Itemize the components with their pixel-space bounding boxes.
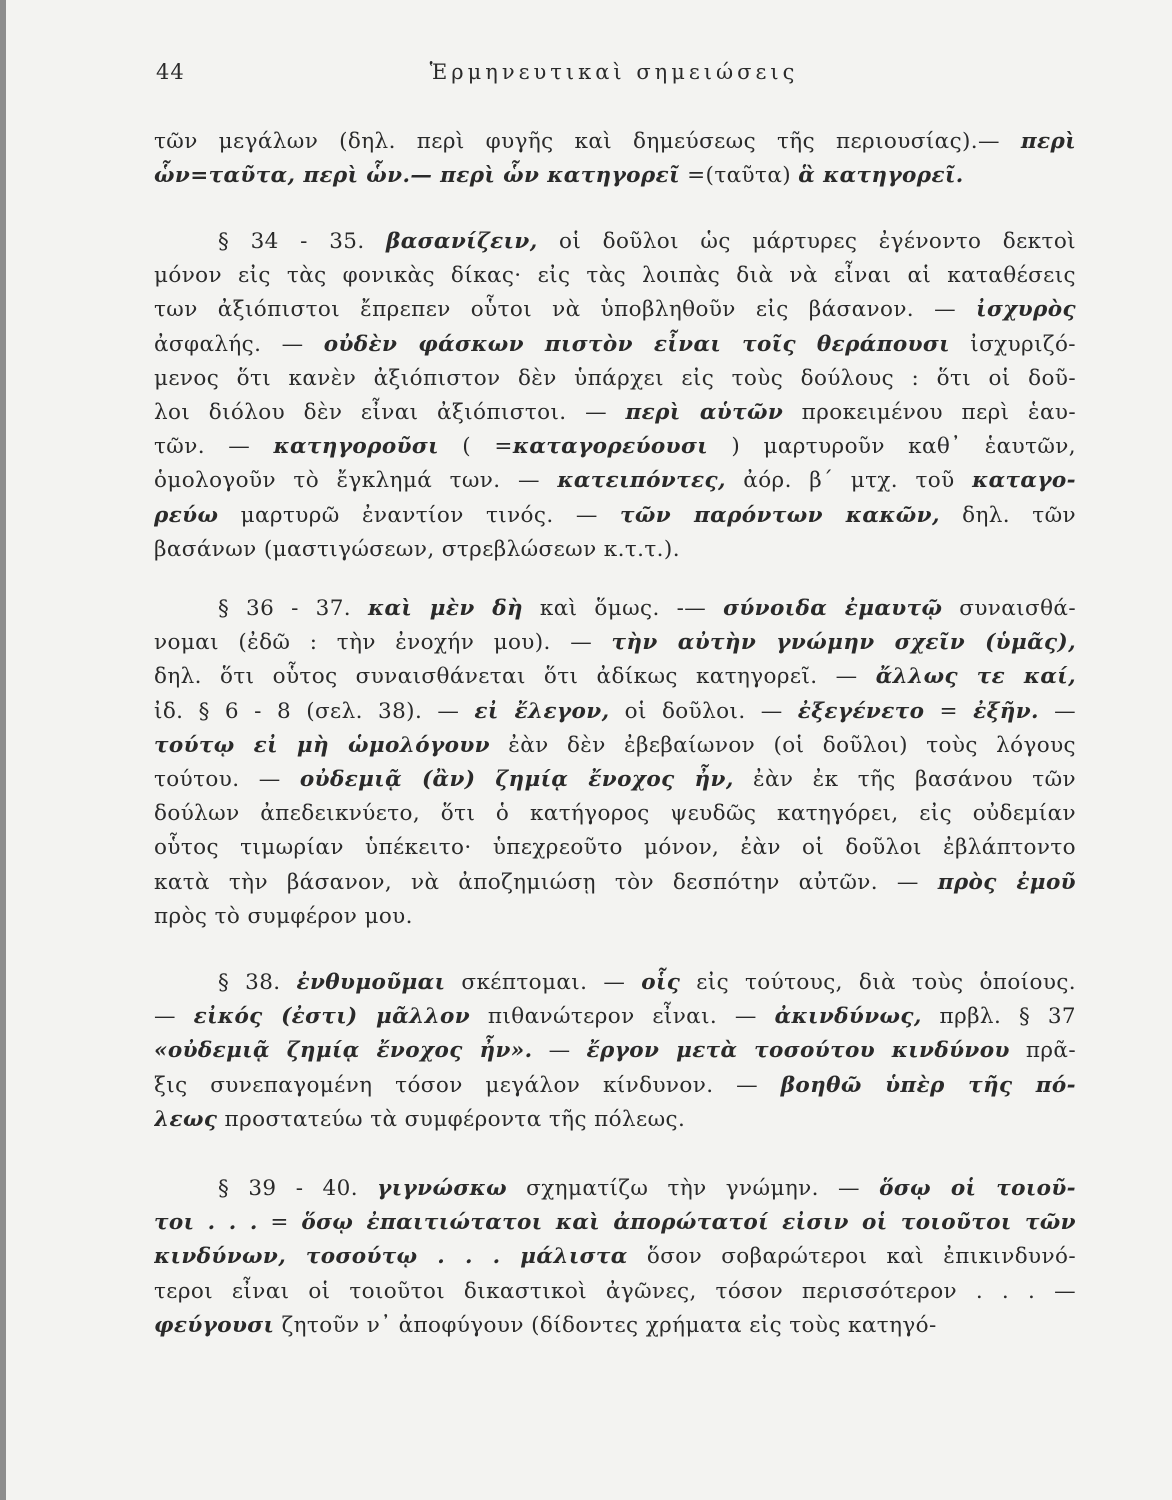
- lemma: λεως: [154, 1106, 218, 1132]
- gloss: —: [154, 1004, 194, 1030]
- lemma: τὴν αὐτὴν γνώμην σχεῖν (ὑμᾶς),: [611, 630, 1076, 656]
- lemma: κατηγοροῦσι: [273, 434, 439, 460]
- gloss: πιθανώτερον εἶναι. —: [470, 1004, 775, 1030]
- lemma: οἷς: [641, 970, 681, 995]
- text-line: [154, 831, 1076, 865]
- gloss: δηλ. ὅτι οὗτος συναισθάνεται ὅτι ἀδίκως κατηγορεῖ. —: [154, 664, 876, 690]
- text-line: [154, 763, 1076, 797]
- gloss: τεροι εἶναι οἱ τοιοῦτοι δικαστικοὶ ἀγῶνες, τόσον περισσότερον . . . —: [154, 1278, 1076, 1304]
- lemma: τούτῳ εἰ μὴ ὡμολόγουν: [154, 732, 490, 758]
- text-line: [154, 225, 1076, 259]
- gloss: τῶν. —: [154, 434, 274, 460]
- lemma: ἃ κατηγορεῖ.: [798, 163, 964, 189]
- gloss: § 36 - 37.: [218, 596, 368, 621]
- lemma: τῶν παρόντων κακῶν,: [620, 502, 940, 528]
- gloss: =(ταῦτα): [679, 163, 799, 189]
- gloss: ξις συνεπαγομένη τόσον μεγάλον κίνδυνον. —: [154, 1072, 781, 1098]
- gloss: καὶ ὅμως. -—: [523, 596, 724, 621]
- text-line: [154, 797, 1076, 831]
- lemma: ἰσχυρὸς: [976, 297, 1076, 323]
- text-line: [154, 900, 1076, 934]
- text-line: [154, 159, 1076, 193]
- gloss: § 38.: [218, 970, 297, 995]
- text-line: [154, 1000, 1076, 1034]
- gloss: πρὸς τὸ συμφέρον μου.: [154, 903, 413, 929]
- lemma: ὧν=ταῦτα, περὶ ὧν.— περὶ ὧν κατηγορεῖ: [154, 163, 680, 189]
- text-line: [154, 1240, 1076, 1274]
- text-line: [154, 660, 1076, 694]
- gloss: ὅσον σοβαρώτεροι καὶ ἐπικινδυνό-: [627, 1244, 1076, 1270]
- text-line: [154, 592, 1076, 626]
- text-line: [154, 499, 1076, 533]
- lemma: ἔργον μετὰ τοσούτου κινδύνου: [586, 1038, 1010, 1064]
- gloss: μαρτυρῶ ἐναντίον τινός. —: [218, 502, 621, 528]
- page-number: 44: [156, 60, 185, 84]
- gloss: ἐὰν δὲν ἐβεβαίωνον (οἱ δοῦλοι) τοὺς λόγους: [489, 732, 1076, 758]
- gloss: συναισθά-: [942, 596, 1076, 621]
- text-line: [154, 695, 1076, 729]
- text-line: [154, 626, 1076, 660]
- gloss: των ἀξιόπιστοι ἔπρεπεν οὗτοι νὰ ὑποβληθοῦν εἰς βάσανον. —: [154, 297, 977, 323]
- lemma: εἰ ἔλεγον,: [474, 698, 610, 724]
- gloss: τούτου. —: [154, 766, 300, 792]
- gloss: προκειμένου περὶ ἑαυ-: [783, 399, 1076, 425]
- gloss: πρᾶ-: [1009, 1038, 1076, 1064]
- lemma: ἐξεγένετο: [797, 698, 925, 724]
- text-line: [154, 729, 1076, 763]
- text-line: [154, 328, 1076, 362]
- text-line: [154, 125, 1076, 159]
- gloss: ἐὰν ἐκ τῆς βασάνου τῶν: [733, 766, 1076, 792]
- lemma: ὅσῳ ἐπαιτιώτατοι καὶ ἀπορώτατοί εἰσιν οἱ τοιοῦτοι τῶν: [301, 1210, 1076, 1236]
- lemma: ὅσῳ οἱ τοιοῦ-: [879, 1176, 1076, 1201]
- paragraph-36-37: [154, 592, 1076, 934]
- running-head: [156, 60, 1072, 94]
- gloss: § 34 - 35.: [218, 229, 387, 254]
- gloss: τῶν μεγάλων (δηλ. περὶ φυγῆς καὶ δημεύσεως τῆς περιουσίας).—: [154, 129, 1021, 154]
- text-line: [154, 1069, 1076, 1103]
- gloss: ) μαρτυροῦν καθ᾽ ἑαυτῶν,: [708, 434, 1076, 460]
- lemma: γιγνώσκω: [377, 1176, 507, 1201]
- gloss: βασάνων (μαστιγώσεων, στρεβλώσεων κ.τ.τ.).: [154, 536, 680, 562]
- lemma: ρεύω: [154, 502, 219, 528]
- gloss: ἀσφαλής. —: [154, 331, 324, 357]
- gloss: προστατεύω τὰ συμφέροντα τῆς πόλεως.: [217, 1106, 686, 1132]
- text-line: [154, 1206, 1076, 1240]
- running-title: Ἑρμηνευτικαὶ σημειώσεις: [429, 60, 799, 84]
- gloss: σχηματίζω τὴν γνώμην. —: [506, 1176, 880, 1201]
- gloss: κατὰ τὴν βάσανον, νὰ ἀποζημιώσῃ τὸν δεσπότην αὐτῶν. —: [154, 869, 938, 895]
- text-line: [154, 533, 1076, 567]
- text-line: [154, 1309, 1076, 1343]
- lemma: περὶ αὑτῶν: [625, 399, 784, 425]
- text-line: [154, 293, 1076, 327]
- gloss: εἰς τούτους, διὰ τοὺς ὁποίους.: [680, 970, 1076, 995]
- lemma: βασανίζειν,: [386, 229, 538, 254]
- gloss: ἀόρ. β΄ μτχ. τοῦ: [725, 468, 973, 494]
- gloss: =: [257, 1210, 302, 1236]
- gloss: ἰδ. § 6 - 8 (σελ. 38). —: [154, 698, 475, 724]
- lemma: καταγορεύουσι: [512, 434, 709, 460]
- paragraph-39-40: [154, 1172, 1076, 1343]
- lemma: «οὐδεμιᾷ ζημίᾳ ἔνοχος ἦν».: [154, 1038, 533, 1064]
- lemma: ἐνθυμοῦμαι: [296, 970, 446, 995]
- text-line: [154, 259, 1076, 293]
- text-line: [154, 430, 1076, 464]
- lemma: ἐξῆν.: [973, 698, 1039, 724]
- gloss: § 39 - 40.: [218, 1176, 378, 1201]
- gloss: =: [924, 698, 974, 724]
- gloss: οἱ δοῦλοι. —: [609, 698, 798, 724]
- text-line: [154, 1172, 1076, 1206]
- lemma: κινδύνων, τοσούτῳ . . . μάλιστα: [154, 1244, 628, 1270]
- lemma: εἰκός (ἐστι) μᾶλλον: [193, 1004, 471, 1030]
- gloss: νομαι (ἐδῶ : τὴν ἐνοχήν μου). —: [154, 630, 612, 656]
- gloss: ἰσχυριζό-: [950, 331, 1076, 357]
- gloss: δηλ. τῶν: [939, 502, 1076, 528]
- gloss: σκέπτομαι. —: [445, 970, 642, 995]
- text-line: [154, 464, 1076, 498]
- lemma: καταγο-: [972, 468, 1076, 494]
- gloss: ζητοῦν ν᾽ ἀποφύγουν (δίδοντες χρήματα εἰς τοὺς κατηγό-: [274, 1312, 937, 1338]
- lemma: φεύγουσι: [154, 1312, 275, 1338]
- gloss: μενος ὅτι κανὲν ἀξιόπιστον δὲν ὑπάρχει εἰς τοὺς δούλους : ὅτι οἱ δοῦ-: [154, 365, 1076, 391]
- gloss: λοι διόλου δὲν εἶναι ἀξιόπιστοι. —: [154, 399, 626, 425]
- gloss: —: [1038, 698, 1076, 724]
- paragraph-34-35: [154, 225, 1076, 567]
- gloss: —: [532, 1038, 587, 1064]
- lemma: κατειπόντες,: [557, 468, 726, 494]
- text-line: [154, 1034, 1076, 1068]
- lemma: ἀκινδύνως,: [774, 1004, 922, 1030]
- lemma: ἄλλως τε καί,: [875, 664, 1076, 690]
- lemma: περὶ: [1020, 129, 1076, 154]
- paragraph-38: [154, 966, 1076, 1137]
- lemma: καὶ μὲν δὴ: [367, 596, 523, 621]
- lemma: πρὸς ἐμοῦ: [937, 869, 1076, 895]
- gloss: μόνον εἰς τὰς φονικὰς δίκας· εἰς τὰς λοιπὰς διὰ νὰ εἶναι αἱ καταθέσεις: [154, 263, 1076, 289]
- gloss: ὁμολογοῦν τὸ ἔγκλημά των. —: [154, 468, 558, 494]
- gloss: ( =: [438, 434, 513, 460]
- lemma: οὐδὲν φάσκων πιστὸν εἶναι τοῖς θεράπουσι: [323, 331, 950, 357]
- gloss: πρβλ. § 37: [921, 1004, 1076, 1030]
- text-line: [154, 362, 1076, 396]
- paragraph-intro: [154, 125, 1076, 193]
- text-line: [154, 1275, 1076, 1309]
- text-line: [154, 396, 1076, 430]
- text-line: [154, 866, 1076, 900]
- lemma: βοηθῶ ὑπὲρ τῆς πό-: [780, 1072, 1076, 1098]
- lemma: οὐδεμιᾷ (ἂν) ζημίᾳ ἔνοχος ἦν,: [299, 766, 734, 792]
- lemma: σύνοιδα ἐμαυτῷ: [723, 596, 943, 621]
- gloss: δούλων ἀπεδεικνύετο, ὅτι ὁ κατήγορος ψευδῶς κατηγόρει, εἰς οὐδεμίαν: [154, 801, 1076, 827]
- text-line: [154, 1103, 1076, 1137]
- gloss: οἱ δοῦλοι ὡς μάρτυρες ἐγένοντο δεκτοὶ: [537, 229, 1076, 254]
- text-line: [154, 966, 1076, 1000]
- gloss: οὗτος τιμωρίαν ὑπέκειτο· ὑπεχρεοῦτο μόνον, ἐὰν οἱ δοῦλοι ἐβλάπτοντο: [154, 835, 1076, 861]
- lemma: τοι . . .: [154, 1210, 258, 1236]
